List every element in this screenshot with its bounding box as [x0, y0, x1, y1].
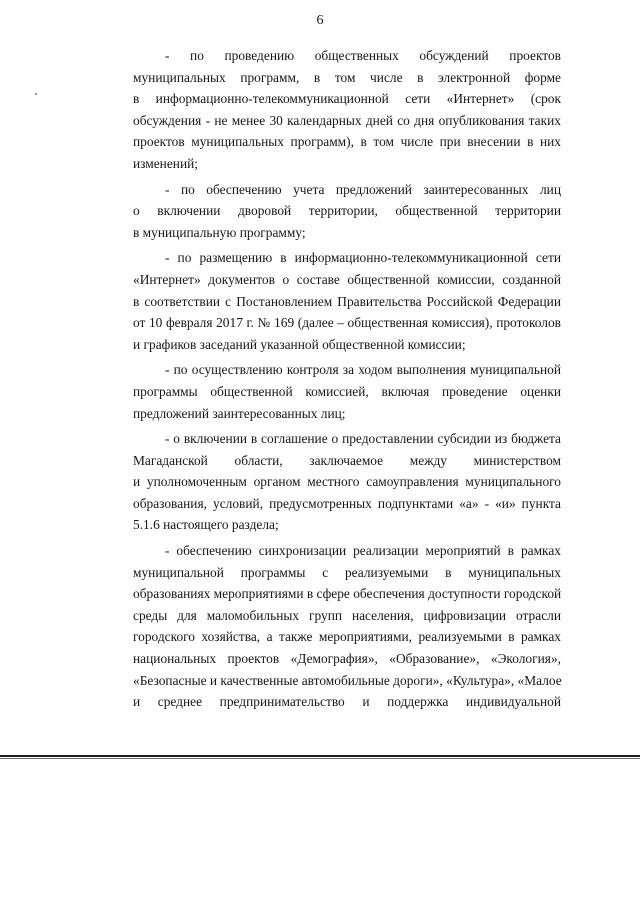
- text-line: - по размещению в информационно-телекоммуникационной сети: [165, 250, 561, 266]
- text-line: от 10 февраля 2017 г. № 169 (далее – общественная комиссия), протоколов: [133, 315, 561, 331]
- text-line: о включении дворовой территории, общественной территории: [133, 203, 561, 219]
- page-break-rule-shadow: [0, 758, 640, 759]
- text-line: предложений заинтересованных лиц;: [133, 405, 346, 421]
- text-line: - по проведению общественных обсуждений проектов: [165, 48, 561, 63]
- text-line: проектов муниципальных программ), в том числе при внесении в них: [133, 134, 561, 150]
- page-break-rule: [0, 755, 640, 757]
- text-line: обсуждения - не менее 30 календарных дней со дня опубликования таких: [133, 112, 561, 128]
- text-line: - по осуществлению контроля за ходом выполнения муниципальной: [165, 362, 561, 378]
- paragraph-proposals-accounting: [93, 179, 561, 244]
- text-line: среды для маломобильных групп населения, цифровизации отрасли: [133, 607, 561, 623]
- text-line: «Безопасные и качественные автомобильные дороги», «Культура», «Малое: [133, 672, 562, 688]
- text-line: образования, условий, предусмотренных подпунктами «а» - «и» пункта: [133, 495, 561, 511]
- text-line: 5.1.6 настоящего раздела;: [133, 517, 279, 533]
- paragraph-subsidy-agreement: [93, 428, 561, 536]
- text-line: и уполномоченным органом местного самоуправления муниципального: [133, 474, 561, 490]
- page-number: 6: [316, 13, 324, 28]
- text-line: муниципальной программы с реализуемыми в муниципальных: [133, 564, 561, 580]
- paragraph-commission-documents: [93, 247, 561, 355]
- text-line: изменений;: [133, 155, 199, 171]
- paragraph-public-discussion: [93, 45, 561, 175]
- text-line: - по обеспечению учета предложений заинтересованных лиц: [165, 181, 561, 197]
- text-line: - о включении в соглашение о предоставлении субсидии из бюджета: [165, 431, 561, 447]
- document-body: [93, 45, 561, 717]
- text-line: городского хозяйства, а также мероприятиями, реализуемыми в рамках: [133, 629, 561, 645]
- text-line: - обеспечению синхронизации реализации мероприятий в рамках: [165, 543, 561, 559]
- text-line: образованиях мероприятиями в сфере обеспечения доступности городской: [133, 586, 562, 602]
- text-line: муниципальных программ, в том числе в электронной форме: [133, 69, 561, 85]
- text-line: национальных проектов «Демография», «Образование», «Экология»,: [133, 651, 561, 667]
- text-line: в муниципальную программу;: [133, 224, 306, 240]
- text-line: и среднее предпринимательство и поддержка индивидуальной: [133, 694, 561, 710]
- paragraph-execution-control: [93, 359, 561, 424]
- text-line: Магаданской области, заключаемое между министерством: [133, 452, 561, 468]
- text-line: и графиков заседаний указанной общественной комиссии;: [133, 336, 466, 352]
- text-line: в соответствии с Постановлением Правительства Российской Федерации: [133, 293, 561, 309]
- scan-speck: [35, 93, 37, 95]
- text-line: «Интернет» документов о составе общественной комиссии, созданной: [133, 271, 561, 287]
- paragraph-synchronization: [93, 540, 561, 713]
- text-line: программы общественной комиссией, включая проведение оценки: [133, 383, 561, 399]
- text-line: в информационно-телекоммуникационной сети «Интернет» (срок: [133, 91, 561, 107]
